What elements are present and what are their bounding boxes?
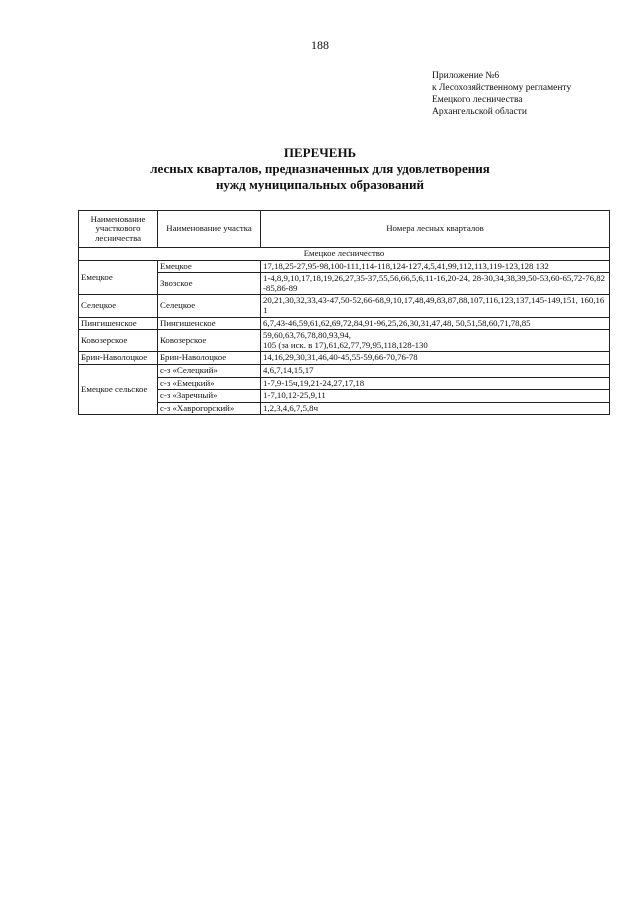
group-label: Емецкое лесничество bbox=[79, 248, 610, 261]
forest-quarters-table bbox=[78, 210, 610, 415]
appendix-line: Приложение №6 bbox=[432, 71, 500, 81]
header-section: Наименование участка bbox=[158, 211, 261, 248]
section-cell: с-з «Заречный» bbox=[158, 390, 261, 403]
section-cell: Селецкое bbox=[158, 295, 261, 317]
district-cell: Емецкое сельское bbox=[79, 364, 158, 414]
district-cell: Селецкое bbox=[79, 295, 158, 317]
quarters-cell: 14,16,29,30,31,46,40-45,55-59,66-70,76-78 bbox=[261, 352, 610, 365]
table-row bbox=[79, 377, 610, 390]
quarters-cell bbox=[261, 330, 610, 352]
district-cell: Брин-Наволоцкое bbox=[79, 352, 158, 365]
table-row bbox=[79, 260, 610, 273]
table-row bbox=[79, 330, 610, 352]
district-cell: Ковозерское bbox=[79, 330, 158, 352]
header-quarters: Номера лесных кварталов bbox=[261, 211, 610, 248]
section-cell: Пингишенское bbox=[158, 317, 261, 330]
page-number: 188 bbox=[311, 38, 329, 52]
quarters-cell: 1-4,8,9,10,17,18,19,26,27,35-37,55,56,66,5,6,11-16,20-24, 28-30,34,38,39,50-53,60-65,72-76,82-85,86-89 bbox=[261, 273, 610, 295]
section-cell: Брин-Наволоцкое bbox=[158, 352, 261, 365]
table-row bbox=[79, 402, 610, 415]
appendix-note bbox=[432, 70, 632, 118]
appendix-line: Емецкого лесничества bbox=[432, 95, 523, 105]
quarters-cell: 1-7,9-15ч,19,21-24,27,17,18 bbox=[261, 377, 610, 390]
section-cell: с-з «Хаврогорский» bbox=[158, 402, 261, 415]
quarters-cell: 20,21,30,32,33,43-47,50-52,66-68,9,10,17,48,49,83,87,88,107,116,123,137,145-149,151, 160,161 bbox=[261, 295, 610, 317]
appendix-line: к Лесохозяйственному регламенту bbox=[432, 83, 572, 93]
table-row bbox=[79, 390, 610, 403]
section-cell: Звозское bbox=[158, 273, 261, 295]
header-district: Наименование участкового лесничества bbox=[79, 211, 158, 248]
quarters-cell: 1,2,3,4,6,7,5,8ч bbox=[261, 402, 610, 415]
heading-line: нужд муниципальных образований bbox=[215, 177, 425, 192]
heading-title: ПЕРЕЧЕНЬ bbox=[283, 145, 357, 160]
document-heading bbox=[0, 145, 640, 193]
group-row bbox=[79, 248, 610, 261]
header-row bbox=[79, 211, 610, 248]
quarters-cell: 4,6,7,14,15,17 bbox=[261, 364, 610, 377]
table-row bbox=[79, 364, 610, 377]
appendix-line: Архангельской области bbox=[432, 107, 527, 117]
section-cell: с-з «Селецкий» bbox=[158, 364, 261, 377]
section-cell: Ковозерское bbox=[158, 330, 261, 352]
section-cell: с-з «Емецкий» bbox=[158, 377, 261, 390]
quarters-line: 105 (за иск. в 17),61,62,77,79,95,118,128-130 bbox=[263, 339, 428, 350]
quarters-cell: 17,18,25-27,95-98,100-111,114-118,124-127,4,5,41,99,112,113,119-123,128 132 bbox=[261, 260, 610, 273]
quarters-cell: 1-7,10,12-25,9,11 bbox=[261, 390, 610, 403]
section-cell: Емецкое bbox=[158, 260, 261, 273]
table-row bbox=[79, 352, 610, 365]
heading-line: лесных кварталов, предназначенных для удовлетворения bbox=[150, 161, 490, 176]
table-row bbox=[79, 273, 610, 295]
table-row bbox=[79, 295, 610, 317]
quarters-cell: 6,7,43-46,59,61,62,69,72,84,91-96,25,26,30,31,47,48, 50,51,58,60,71,78,85 bbox=[261, 317, 610, 330]
quarters-line: 59,60,63,76,78,80,93,94, bbox=[263, 330, 351, 341]
district-cell: Пингишенское bbox=[79, 317, 158, 330]
district-cell: Емецкое bbox=[79, 260, 158, 295]
table-row bbox=[79, 317, 610, 330]
